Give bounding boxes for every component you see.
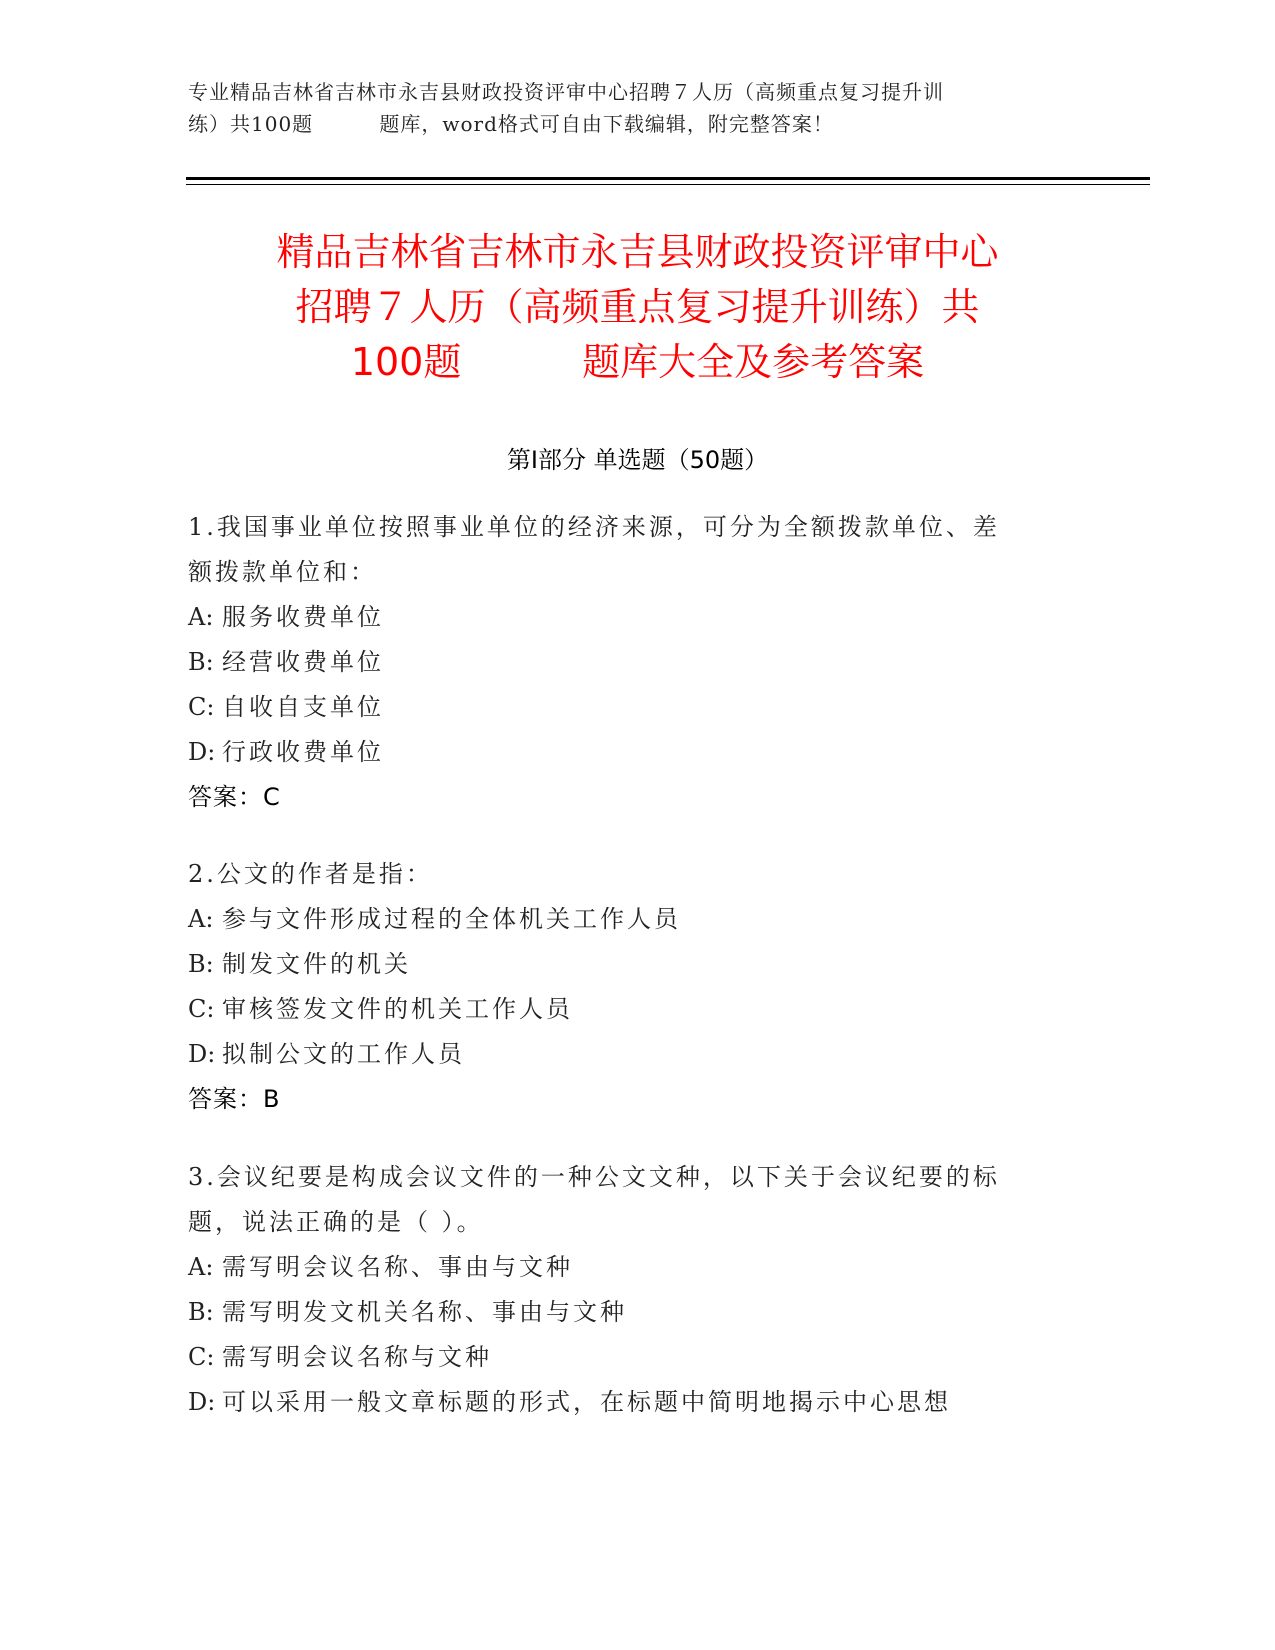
option-text: 需写明会议名称、事由与文种	[222, 1253, 573, 1281]
option-a	[188, 897, 1088, 942]
option-text: 需写明会议名称与文种	[222, 1343, 492, 1371]
option-d	[188, 1380, 1088, 1425]
option-text: 审核签发文件的机关工作人员	[222, 995, 573, 1023]
option-text: 服务收费单位	[222, 603, 384, 631]
option-text: 拟制公文的工作人员	[222, 1040, 465, 1068]
header-divider-thin	[186, 184, 1150, 185]
option-a	[188, 595, 1088, 640]
question-stem: 题，说法正确的是（ ）。	[188, 1208, 484, 1236]
answer: 答案：C	[188, 783, 281, 811]
option-text: 参与文件形成过程的全体机关工作人员	[222, 905, 681, 933]
question-1	[188, 505, 1088, 820]
question-2	[188, 852, 1088, 1122]
page-header	[188, 76, 1088, 140]
option-text: 需写明发文机关名称、事由与文种	[222, 1298, 627, 1326]
option-letter: D:	[188, 1388, 216, 1416]
option-c	[188, 1335, 1088, 1380]
option-a	[188, 1245, 1088, 1290]
title-line: 100题 题库大全及参考答案	[350, 340, 925, 384]
header-divider-thick	[186, 177, 1150, 180]
title-line: 精品吉林省吉林市永吉县财政投资评审中心	[276, 230, 999, 274]
option-letter: C:	[188, 995, 215, 1023]
question-3	[188, 1155, 1088, 1425]
option-b	[188, 942, 1088, 987]
section-title: 第Ⅰ部分 单选题（50题）	[506, 446, 769, 474]
option-letter: D:	[188, 1040, 216, 1068]
option-text: 可以采用一般文章标题的形式，在标题中简明地揭示中心思想	[222, 1388, 951, 1416]
option-text: 制发文件的机关	[222, 950, 411, 978]
header-line: 练）共100题 题库，word格式可自由下载编辑，附完整答案！	[188, 112, 834, 136]
option-c	[188, 685, 1088, 730]
option-letter: A:	[188, 905, 214, 933]
option-letter: B:	[188, 648, 214, 676]
question-stem: 1.我国事业单位按照事业单位的经济来源，可分为全额拨款单位、差	[188, 513, 1000, 541]
option-letter: B:	[188, 950, 214, 978]
option-letter: B:	[188, 1298, 214, 1326]
option-text: 自收自支单位	[222, 693, 384, 721]
option-letter: C:	[188, 1343, 215, 1371]
option-letter: D:	[188, 738, 216, 766]
question-stem: 额拨款单位和：	[188, 558, 377, 586]
question-stem: 2.公文的作者是指：	[188, 860, 433, 888]
answer: 答案：B	[188, 1085, 281, 1113]
option-letter: A:	[188, 603, 214, 631]
question-stem: 3.会议纪要是构成会议文件的一种公文文种，以下关于会议纪要的标	[188, 1163, 1000, 1191]
header-line: 专业精品吉林省吉林市永吉县财政投资评审中心招聘７人历（高频重点复习提升训	[188, 80, 944, 104]
option-d	[188, 730, 1088, 775]
title-line: 招聘７人历（高频重点复习提升训练）共	[295, 285, 980, 329]
document-title	[160, 225, 1115, 390]
option-c	[188, 987, 1088, 1032]
option-b	[188, 1290, 1088, 1335]
option-text: 行政收费单位	[222, 738, 384, 766]
option-text: 经营收费单位	[222, 648, 384, 676]
option-letter: A:	[188, 1253, 214, 1281]
option-d	[188, 1032, 1088, 1077]
option-b	[188, 640, 1088, 685]
option-letter: C:	[188, 693, 215, 721]
